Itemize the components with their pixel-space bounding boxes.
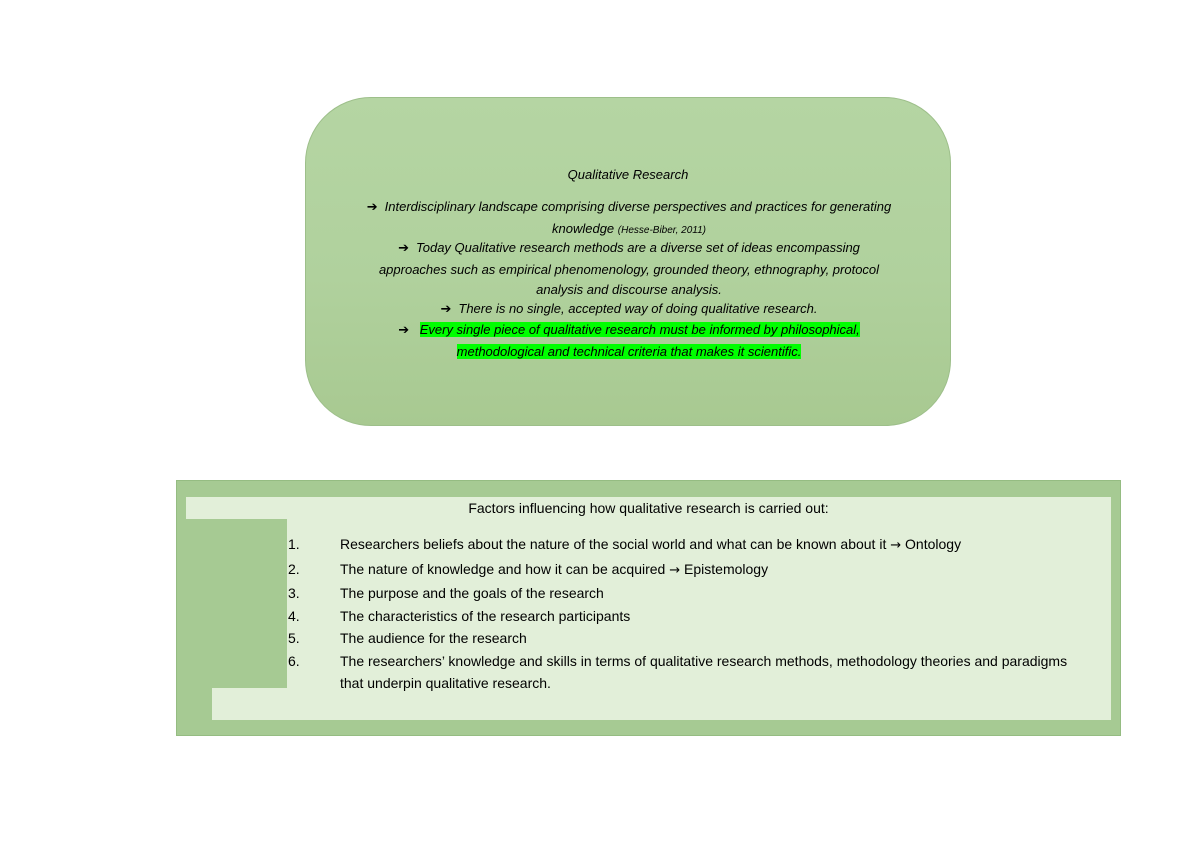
list-item <box>288 582 1088 605</box>
factors-title: Factors influencing how qualitative research is carried out: <box>468 500 829 516</box>
list-item-text: The nature of knowledge and how it can be acquired → Epistemology <box>340 560 769 578</box>
arrow-right-icon: ➔ <box>366 200 378 215</box>
qualitative-research-title: Qualitative Research <box>567 167 689 182</box>
list-item <box>288 558 1088 583</box>
arrow-right-icon: ➔ <box>398 323 410 338</box>
arrow-right-icon: ➔ <box>398 241 409 256</box>
list-item <box>288 650 1088 695</box>
arrow-right-icon: → <box>669 562 681 578</box>
qr-bullet-3 <box>366 299 892 321</box>
arrow-right-icon: ➔ <box>440 302 452 317</box>
qr-bullet-4-highlighted-text: Every single piece of qualitative research must be informed by philosophical, methodological and technical criteria that makes it scientific. <box>419 322 860 359</box>
list-item <box>288 533 1088 558</box>
list-item-number: 5. <box>288 630 300 646</box>
qr-bullet-2 <box>366 238 892 301</box>
list-item-text: The audience for the research <box>340 630 527 646</box>
list-item-number: 2. <box>288 560 300 577</box>
list-item-number: 1. <box>288 536 300 552</box>
list-item-number: 4. <box>288 607 300 624</box>
arrow-right-icon: → <box>890 538 902 553</box>
list-item-text: The researchers’ knowledge and skills in terms of qualitative research methods, methodology theories and paradigms that underpin qualitative research. <box>340 652 1068 691</box>
qr-bullet-2-text: Today Qualitative research methods are a diverse set of ideas encompassing approaches such as empirical phenomenology, grounded theory, ethnography, protocol analysis and discourse analysis. <box>378 240 880 297</box>
qr-bullet-3-text: There is no single, accepted way of doing qualitative research. <box>458 301 818 316</box>
qualitative-research-box <box>305 97 951 426</box>
list-item-text: Researchers beliefs about the nature of the social world and what can be known about it → Ontology <box>340 536 962 553</box>
list-item-text: The purpose and the goals of the research <box>340 585 604 601</box>
list-item <box>288 627 1088 650</box>
list-item-number: 6. <box>288 652 300 669</box>
factors-list <box>288 533 1088 695</box>
qr-bullet-1-text: Interdisciplinary landscape comprising diverse perspectives and practices for generating knowledge <box>384 199 892 236</box>
list-item <box>288 605 1088 628</box>
list-item-text: The characteristics of the research participants <box>340 607 631 624</box>
qr-bullet-1-citation: (Hesse-Biber, 2011) <box>617 224 706 236</box>
epistemology-term: Epistemology <box>684 560 769 577</box>
list-item-number: 3. <box>288 585 300 601</box>
ontology-term: Ontology <box>905 536 962 552</box>
qr-bullet-4 <box>366 320 892 362</box>
factors-box <box>176 480 1121 736</box>
qr-bullet-1 <box>366 197 892 241</box>
